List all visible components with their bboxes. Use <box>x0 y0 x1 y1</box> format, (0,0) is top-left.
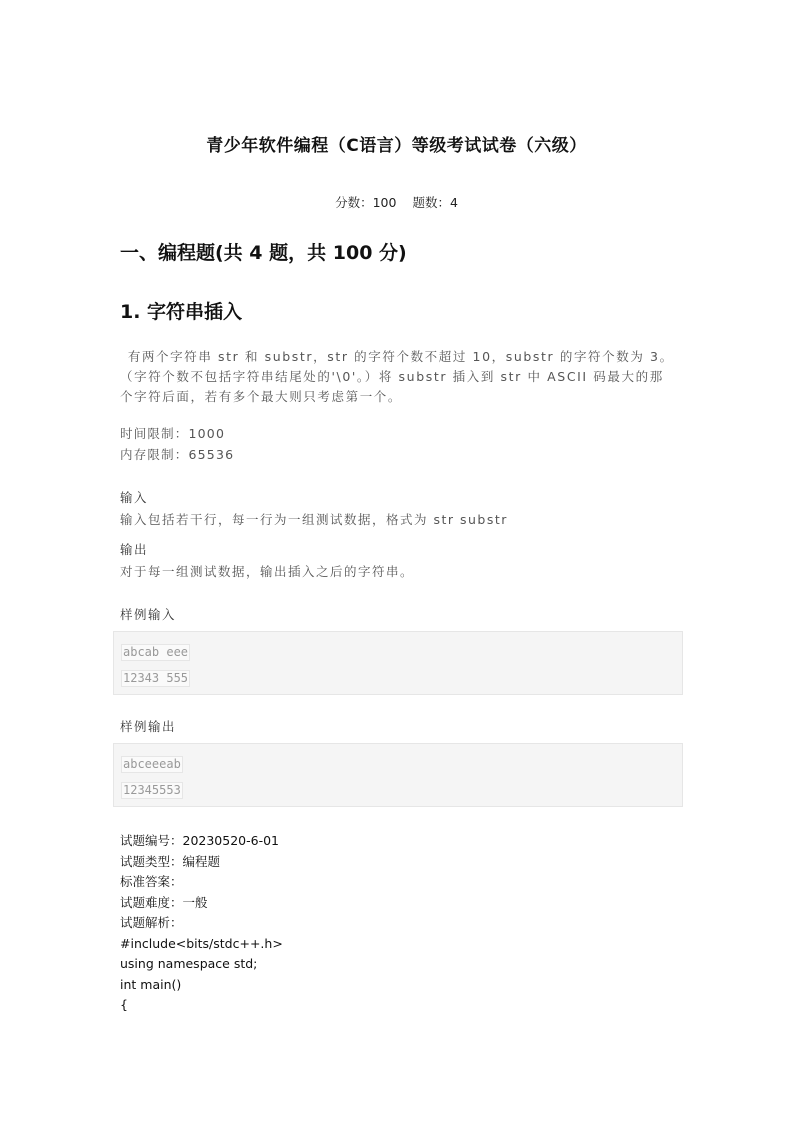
question-info <box>120 831 283 1016</box>
code-line: #include<bits/stdc++.h> <box>120 935 283 951</box>
standard-answer: 标准答案： <box>120 874 183 889</box>
sample-input-label: 样例输入 <box>120 607 177 622</box>
question-title: 1. 字符串插入 <box>120 301 243 323</box>
code-line: int main() <box>120 976 182 992</box>
question-number: 试题编号：20230520-6-01 <box>120 833 280 848</box>
count-text: 题数：4 <box>412 195 458 210</box>
code-line: using namespace std; <box>120 956 258 971</box>
question-difficulty: 试题难度：一般 <box>120 894 208 910</box>
question-description <box>120 347 675 407</box>
output-label: 输出 <box>120 542 149 557</box>
input-label: 输入 <box>120 490 149 505</box>
sample-output-label: 样例输出 <box>120 719 177 734</box>
output-text: 对于每一组测试数据，输出插入之后的字符串。 <box>120 564 415 579</box>
limits <box>120 423 234 465</box>
code-line: { <box>120 997 128 1012</box>
sample-input-box <box>113 631 683 695</box>
sample-input-line: 12343 555 <box>123 671 189 685</box>
exam-meta <box>0 193 793 211</box>
question-analysis: 试题解析： <box>120 915 183 930</box>
question-description-text: 有两个字符串 str 和 substr，str 的字符个数不超过 10，substr 的字符个数为 3。（字符个数不包括字符串结尾处的'\0'。）将 substr 插入到 str 中 ASCII 码最大的那个字符后面，若有多个最大则只考虑第一个。 <box>120 349 674 404</box>
question-type: 试题类型：编程题 <box>120 853 221 869</box>
exam-title: 青少年软件编程（C语言）等级考试试卷（六级） <box>206 136 587 156</box>
time-limit: 时间限制：1000 <box>120 426 226 441</box>
sample-output-line: 12345553 <box>123 783 181 797</box>
section-heading: 一、编程题(共 4 题，共 100 分) <box>120 242 407 264</box>
sample-input-line: abcab eee <box>123 645 189 659</box>
sample-output-line: abceeeab <box>123 757 181 771</box>
input-text: 输入包括若干行，每一行为一组测试数据，格式为 str substr <box>120 512 508 527</box>
memory-limit: 内存限制：65536 <box>120 447 235 462</box>
sample-output-box <box>113 743 683 807</box>
score-text: 分数：100 <box>335 195 397 210</box>
